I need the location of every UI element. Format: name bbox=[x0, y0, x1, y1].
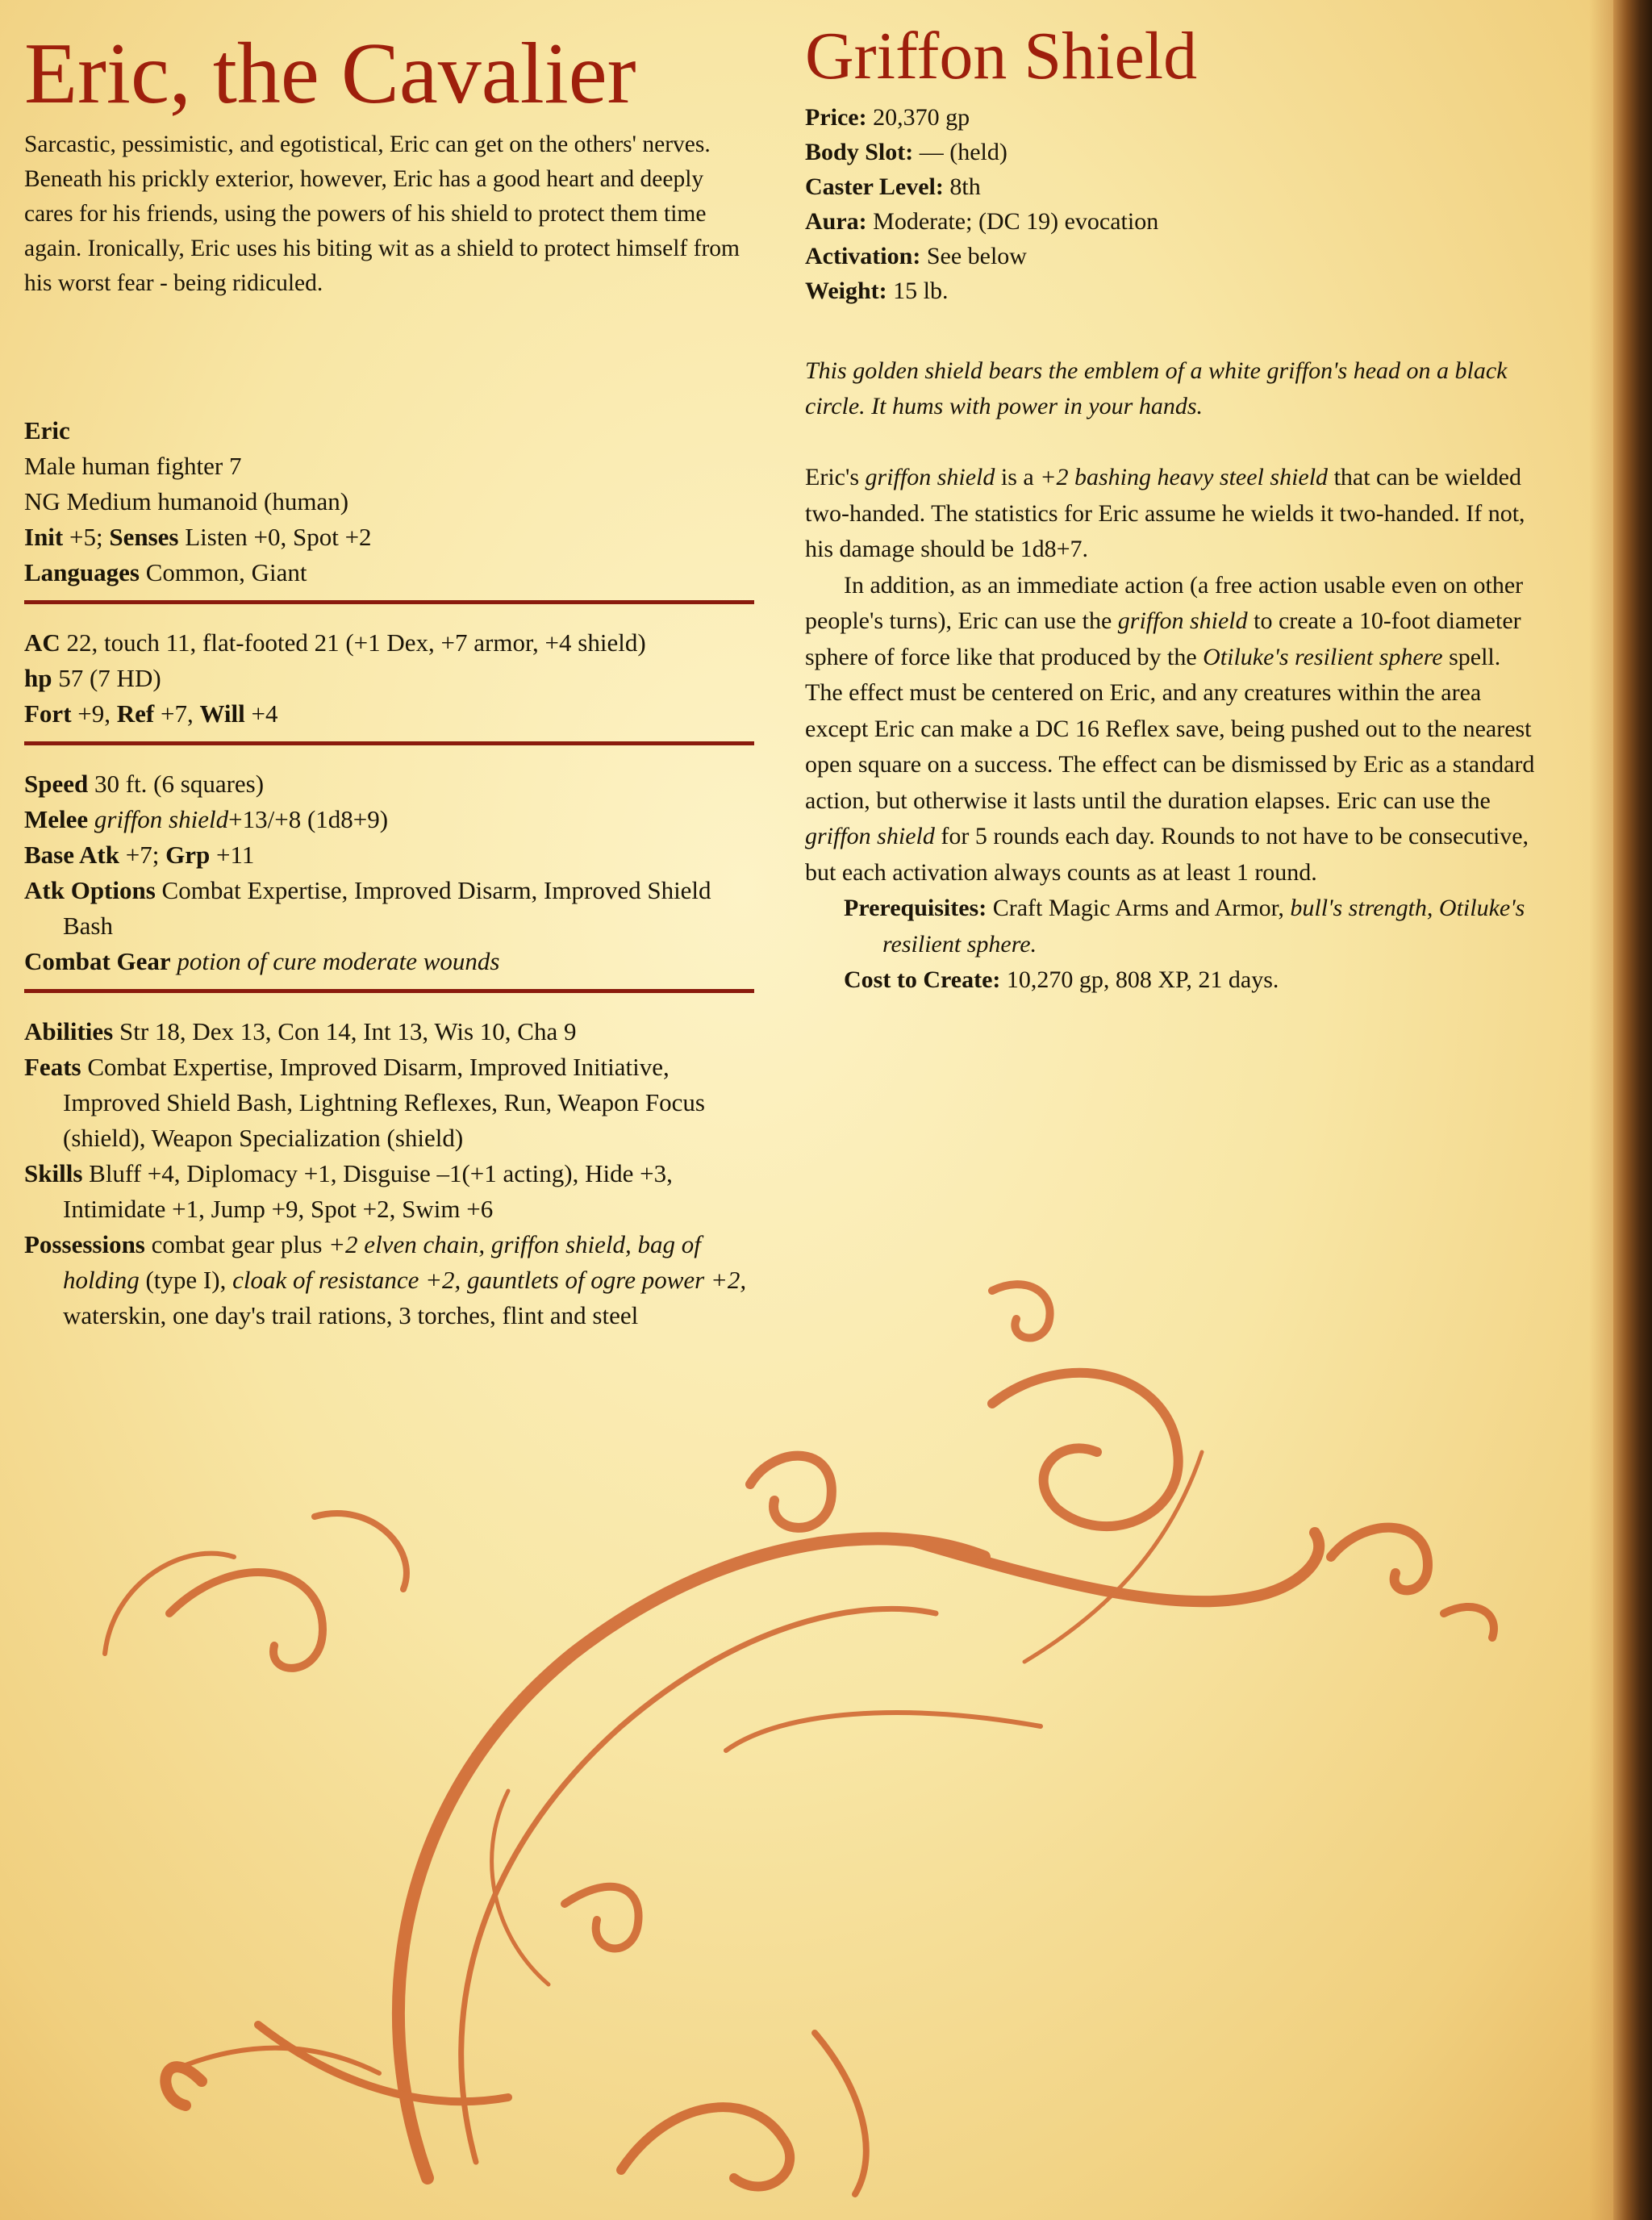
possessions-text: (type I), bbox=[145, 1266, 227, 1294]
item-body-slot bbox=[805, 135, 1547, 169]
slot-value: — (held) bbox=[919, 139, 1007, 165]
desc-text: Eric's bbox=[805, 464, 860, 490]
melee-label: Melee bbox=[24, 805, 89, 833]
aura-label: Aura: bbox=[805, 208, 867, 235]
shield-description bbox=[805, 460, 1547, 999]
possessions-text: combat gear plus bbox=[151, 1230, 323, 1258]
desc-text: for 5 rounds each day. Rounds to not have to be consecutive, but each activation always counts as at least 1 round. bbox=[805, 823, 1529, 886]
desc-text: is a bbox=[1000, 464, 1034, 490]
melee-weapon: griffon shield bbox=[94, 805, 229, 833]
shield-item-stats bbox=[805, 100, 1547, 308]
stat-init-senses bbox=[24, 520, 754, 555]
bab-value: +7; bbox=[125, 841, 160, 869]
abilities-label: Abilities bbox=[24, 1017, 114, 1045]
prereq-text: Craft Magic Arms and Armor, bbox=[992, 895, 1284, 921]
stat-languages bbox=[24, 555, 754, 590]
possessions-text: waterskin, one day's trail rations, 3 torches, flint and steel bbox=[63, 1301, 639, 1329]
stat-abilities bbox=[24, 1014, 754, 1049]
will-value: +4 bbox=[251, 699, 278, 728]
hp-value: 57 (7 HD) bbox=[58, 664, 161, 692]
senses-value: Listen +0, Spot +2 bbox=[185, 523, 372, 551]
aura-value: Moderate; (DC 19) evocation bbox=[873, 208, 1159, 235]
desc-italic: +2 bashing heavy steel shield bbox=[1040, 464, 1329, 490]
possessions-italic: bag of holding bbox=[63, 1230, 701, 1294]
stat-saves bbox=[24, 696, 754, 732]
stat-class: Male human fighter 7 bbox=[24, 452, 242, 480]
prereq-italic: bull's strength, Otiluke's resilient sphere. bbox=[882, 895, 1525, 958]
init-label: Init bbox=[24, 523, 64, 551]
desc-text: to create a 10-foot diameter sphere of force like that produced by the bbox=[805, 607, 1521, 670]
gear-label: Combat Gear bbox=[24, 947, 171, 975]
cost-value: 10,270 gp, 808 XP, 21 days. bbox=[1006, 966, 1279, 993]
decorative-flourish bbox=[56, 1275, 1557, 2202]
possessions-italic: cloak of resistance +2, gauntlets of ogre power +2, bbox=[232, 1266, 747, 1294]
item-caster-level bbox=[805, 169, 1547, 204]
desc-paragraph-1 bbox=[805, 460, 1547, 568]
activation-value: See below bbox=[926, 243, 1027, 269]
desc-text: that can be wielded two-handed. The statistics for Eric assume he wields it two-handed. If not, his damage should be 1d8+7. bbox=[805, 464, 1525, 562]
ac-value: 22, touch 11, flat-footed 21 (+1 Dex, +7 armor, +4 shield) bbox=[66, 628, 646, 657]
init-value: +5; bbox=[69, 523, 103, 551]
eric-intro: Sarcastic, pessimistic, and egotistical, Eric can get on the others' nerves. Beneath his prickly exterior, however, Eric has a good heart and deeply cares for his friends, using the powers of his shield to protect them time again. Ironically, Eric uses his biting wit as a shield to protect himself from his worst fear - being ridiculed. bbox=[24, 131, 740, 296]
abilities-value: Str 18, Dex 13, Con 14, Int 13, Wis 10, Cha 9 bbox=[119, 1017, 577, 1045]
stat-ac bbox=[24, 625, 754, 661]
feats-label: Feats bbox=[24, 1053, 81, 1081]
weight-label: Weight: bbox=[805, 278, 887, 304]
eric-stat-block bbox=[24, 413, 754, 1333]
stat-bab bbox=[24, 837, 754, 873]
ac-label: AC bbox=[24, 628, 60, 657]
desc-text: The effect must be centered on Eric, and any creatures within the area except Eric can make a DC 16 Reflex save, being pushed out to the nearest open square on a success. The effect can be dismissed by Eric as a standard action, but otherwise it lasts until the duration elapses. Eric can use the bbox=[805, 679, 1535, 814]
ref-label: Ref bbox=[116, 699, 155, 728]
senses-label: Senses bbox=[109, 523, 179, 551]
shield-flavor-text: This golden shield bears the emblem of a white griffon's head on a black circle. It hums with power in your hands. bbox=[805, 357, 1508, 419]
desc-italic: griffon shield bbox=[865, 464, 995, 490]
stat-atk-options bbox=[24, 873, 754, 944]
eric-title: Eric, the Cavalier bbox=[24, 26, 636, 122]
atk-label: Atk Options bbox=[24, 876, 156, 904]
stat-hp bbox=[24, 661, 754, 696]
page-binding-edge bbox=[1613, 0, 1652, 2220]
desc-paragraph-2 bbox=[805, 568, 1547, 676]
stat-skills bbox=[24, 1156, 754, 1227]
feats-value: Combat Expertise, Improved Disarm, Improved Initiative, Improved Shield Bash, Lightning Reflexes, Run, Weapon Focus (shield), Weapon Specialization (shield) bbox=[63, 1053, 705, 1152]
will-label: Will bbox=[199, 699, 245, 728]
shield-title: Griffon Shield bbox=[805, 19, 1198, 94]
possessions-italic: +2 elven chain, griffon shield, bbox=[328, 1230, 632, 1258]
gear-value: potion of cure moderate wounds bbox=[177, 947, 500, 975]
item-aura bbox=[805, 204, 1547, 239]
stat-possessions bbox=[24, 1227, 754, 1333]
ref-value: +7, bbox=[161, 699, 194, 728]
cl-value: 8th bbox=[949, 173, 981, 200]
melee-value: +13/+8 (1d8+9) bbox=[228, 805, 389, 833]
item-cost bbox=[805, 962, 1547, 999]
section-divider bbox=[24, 600, 754, 604]
speed-label: Speed bbox=[24, 770, 89, 798]
item-weight bbox=[805, 273, 1547, 308]
price-value: 20,370 gp bbox=[873, 104, 970, 131]
desc-text: In addition, as an immediate action (a free action usable even on other people's turns), Eric can use the bbox=[805, 571, 1524, 634]
fort-label: Fort bbox=[24, 699, 72, 728]
cl-label: Caster Level: bbox=[805, 173, 944, 200]
desc-text: spell. bbox=[1449, 643, 1501, 670]
languages-value: Common, Giant bbox=[145, 558, 307, 586]
section-divider bbox=[24, 989, 754, 993]
cost-label: Cost to Create: bbox=[844, 966, 1001, 993]
desc-italic: griffon shield bbox=[805, 823, 935, 849]
item-price bbox=[805, 100, 1547, 135]
desc-italic: griffon shield bbox=[1117, 607, 1248, 634]
weight-value: 15 lb. bbox=[893, 278, 949, 304]
speed-value: 30 ft. (6 squares) bbox=[94, 770, 265, 798]
slot-label: Body Slot: bbox=[805, 139, 914, 165]
item-prerequisites bbox=[805, 891, 1547, 962]
section-divider bbox=[24, 741, 754, 745]
stat-feats bbox=[24, 1049, 754, 1156]
skills-value: Bluff +4, Diplomacy +1, Disguise –1(+1 acting), Hide +3, Intimidate +1, Jump +9, Spot +2, Swim +6 bbox=[63, 1159, 673, 1223]
desc-italic: Otiluke's resilient sphere bbox=[1203, 643, 1443, 670]
bab-label: Base Atk bbox=[24, 841, 119, 869]
price-label: Price: bbox=[805, 104, 867, 131]
stat-type: NG Medium humanoid (human) bbox=[24, 487, 349, 515]
desc-paragraph-3 bbox=[805, 675, 1547, 891]
stat-combat-gear bbox=[24, 944, 754, 979]
atk-value: Combat Expertise, Improved Disarm, Improved Shield Bash bbox=[63, 876, 711, 940]
grp-label: Grp bbox=[165, 841, 211, 869]
prereq-label: Prerequisites: bbox=[844, 895, 987, 921]
stat-speed bbox=[24, 766, 754, 802]
activation-label: Activation: bbox=[805, 243, 921, 269]
fort-value: +9, bbox=[77, 699, 111, 728]
grp-value: +11 bbox=[215, 841, 255, 869]
hp-label: hp bbox=[24, 664, 52, 692]
possessions-label: Possessions bbox=[24, 1230, 145, 1258]
item-activation bbox=[805, 239, 1547, 273]
stat-melee bbox=[24, 802, 754, 837]
skills-label: Skills bbox=[24, 1159, 83, 1187]
languages-label: Languages bbox=[24, 558, 140, 586]
stat-name: Eric bbox=[24, 416, 70, 444]
